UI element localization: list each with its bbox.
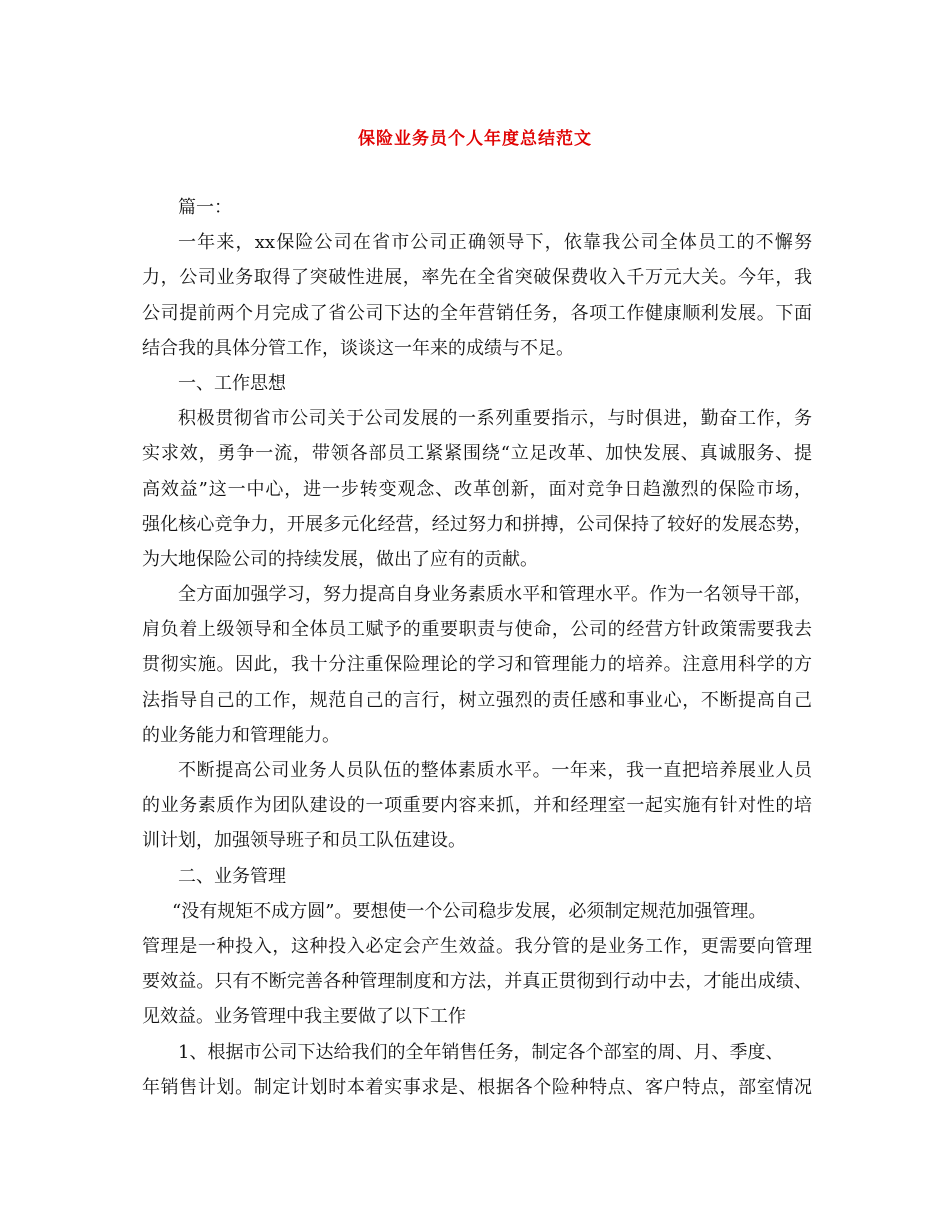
body-line: 一年来，xx保险公司在省市公司正确领导下，依靠我公司全体员工的不懈努 [178, 232, 812, 254]
body-line: 见效益。业务管理中我主要做了以下工作 [142, 1006, 466, 1028]
body-line: 实求效，勇争一流，带领各部员工紧紧围绕“立足改革、加快发展、真诚服务、提 [142, 443, 812, 465]
body-line: 管理是一种投入，这种投入必定会产生效益。我分管的是业务工作，更需要向管理 [142, 935, 812, 957]
document-body [142, 190, 812, 1105]
body-line: 1、根据市公司下达给我们的全年销售任务，制定各个部室的周、月、季度、 [178, 1041, 784, 1063]
body-line: 高效益”这一中心，进一步转变观念、改革创新，面对竞争日趋激烈的保险市场， [142, 478, 812, 500]
body-line: 的业务能力和管理能力。 [142, 724, 340, 746]
body-line: 篇一： [178, 197, 232, 218]
body-line: 贯彻实施。因此，我十分注重保险理论的学习和管理能力的培养。注意用科学的方 [142, 654, 812, 676]
body-line: 公司提前两个月完成了省公司下达的全年营销任务，各项工作健康顺利发展。下面 [142, 302, 812, 324]
body-line: 力，公司业务取得了突破性进展，率先在全省突破保费收入千万元大关。今年，我 [142, 267, 812, 289]
body-line: 为大地保险公司的持续发展，做出了应有的贡献。 [142, 548, 538, 570]
body-line: 结合我的具体分管工作，谈谈这一年来的成绩与不足。 [142, 337, 574, 359]
body-line: 一、工作思想 [178, 372, 286, 394]
body-line: 全方面加强学习，努力提高自身业务素质水平和管理水平。作为一名领导干部， [178, 584, 812, 606]
body-line: “没有规矩不成方圆”。要想使一个公司稳步发展，必须制定规范加强管理。 [172, 900, 767, 922]
document-title: 保险业务员个人年度总结范文 [358, 129, 592, 149]
body-line: 强化核心竞争力，开展多元化经营，经过努力和拼搏，公司保持了较好的发展态势， [142, 513, 812, 535]
body-line: 不断提高公司业务人员队伍的整体素质水平。一年来，我一直把培养展业人员 [178, 760, 812, 781]
body-line: 积极贯彻省市公司关于公司发展的一系列重要指示，与时俱进，勤奋工作，务 [178, 408, 812, 430]
body-line: 年销售计划。制定计划时本着实事求是、根据各个险种特点、客户特点，部室情况 [142, 1076, 812, 1098]
body-line: 肩负着上级领导和全体员工赋予的重要职责与使命，公司的经营方针政策需要我去 [142, 619, 812, 641]
body-line: 要效益。只有不断完善各种管理制度和方法，并真正贯彻到行动中去，才能出成绩、 [142, 971, 812, 993]
body-line: 法指导自己的工作，规范自己的言行，树立强烈的责任感和事业心，不断提高自己 [142, 689, 812, 711]
body-line: 训计划，加强领导班子和员工队伍建设。 [142, 830, 466, 852]
body-line: 的业务素质作为团队建设的一项重要内容来抓，并和经理室一起实施有针对性的培 [142, 795, 812, 817]
body-line: 二、业务管理 [178, 865, 286, 887]
